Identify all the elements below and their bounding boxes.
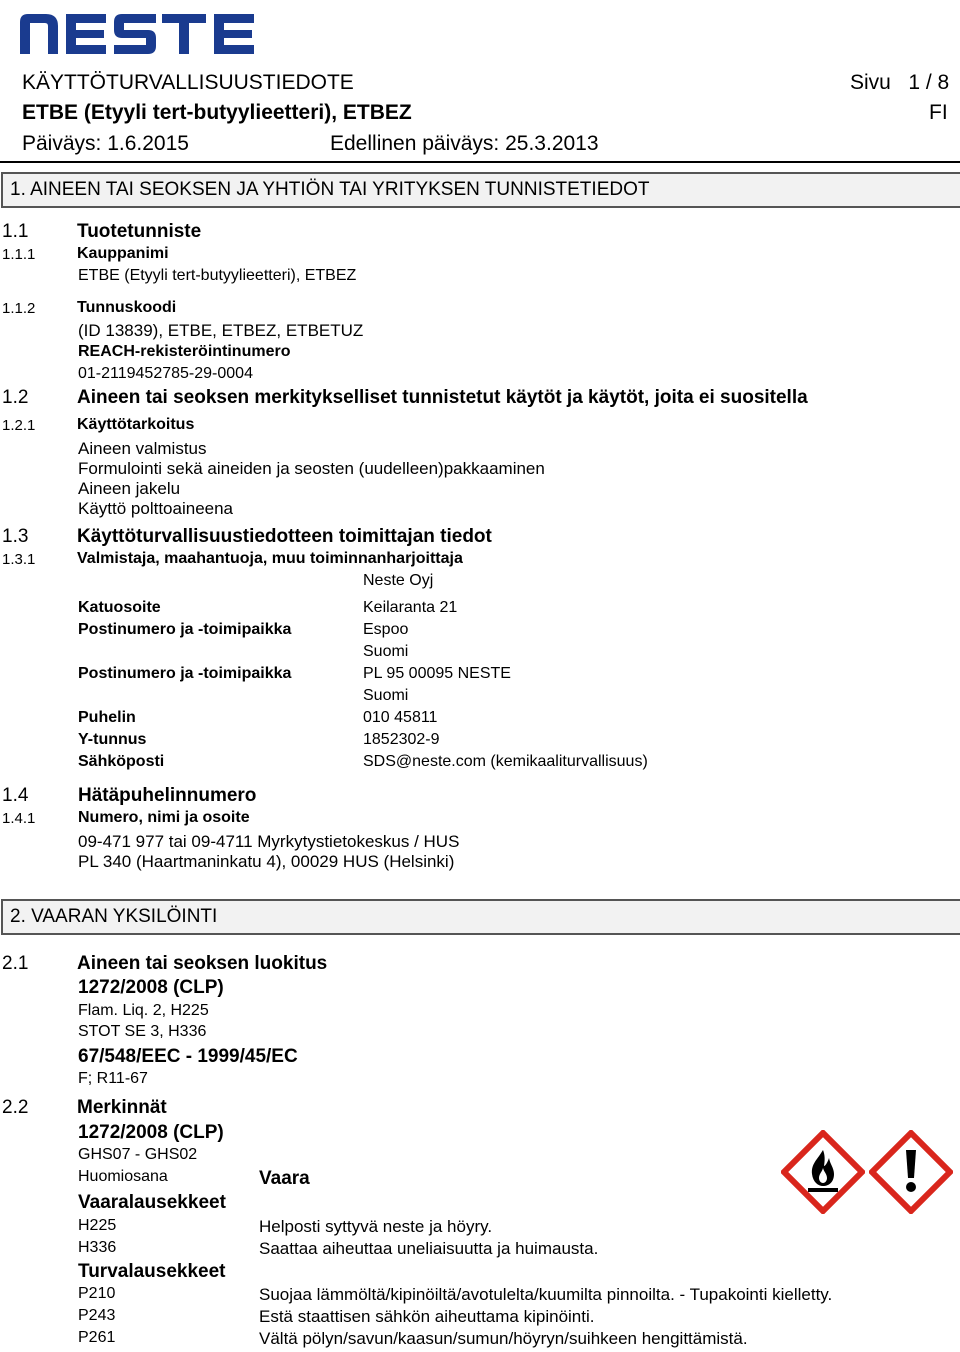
contact-value: 010 45811: [363, 709, 438, 726]
contact-label: Puhelin: [78, 709, 136, 726]
use-item: Aineen jakelu: [78, 479, 181, 498]
field-label: Käyttötarkoitus: [77, 416, 195, 433]
contact-label: Postinumero ja -toimipaikka: [78, 665, 292, 682]
use-item: Aineen valmistus: [78, 439, 207, 458]
field-label: Valmistaja, maahantuoja, muu toiminnanharjoittaja: [77, 550, 463, 567]
signal-word: Vaara: [259, 1168, 310, 1189]
hazard-text: Helposti syttyvä neste ja höyry.: [259, 1217, 493, 1236]
exclamation-icon: [869, 1130, 953, 1214]
contact-value: Espoo: [363, 621, 409, 638]
subsection-title: Merkinnät: [77, 1097, 167, 1118]
section-number: 1.3.1: [2, 551, 36, 568]
flame-icon: [781, 1130, 865, 1214]
trade-name-value: ETBE (Etyyli tert-butyylieetteri), ETBEZ: [78, 267, 357, 284]
classification-line: Flam. Liq. 2, H225: [78, 1002, 209, 1019]
document-type: KÄYTTÖTURVALLISUUSTIEDOTE: [22, 71, 354, 94]
product-name: ETBE (Etyyli tert-butyylieetteri), ETBEZ: [22, 101, 412, 124]
email-link[interactable]: SDS@neste.com (kemikaaliturvallisuus): [363, 753, 648, 770]
section-number: 1.3: [2, 526, 29, 547]
section-number: 2.2: [2, 1097, 29, 1118]
classification-line: STOT SE 3, H336: [78, 1023, 207, 1040]
precaution-code: P261: [78, 1329, 116, 1346]
signal-word-label: Huomiosana: [78, 1168, 168, 1185]
precautionary-statements-title: Turvalausekkeet: [78, 1261, 226, 1282]
section-number: 1.2: [2, 387, 29, 408]
reach-number-value: 01-2119452785-29-0004: [78, 365, 253, 382]
precaution-text: Estä staattisen sähkön aiheuttama kipinöinti.: [259, 1307, 595, 1326]
contact-value: Suomi: [363, 687, 409, 704]
section-number: 1.1.1: [2, 246, 36, 263]
contact-label: Sähköposti: [78, 753, 165, 770]
subsection-title: Aineen tai seoksen merkitykselliset tunnistetut käytöt ja käytöt, joita ei suositella: [77, 387, 808, 408]
use-item: Käyttö polttoaineena: [78, 499, 234, 518]
contact-value: Keilaranta 21: [363, 599, 458, 616]
precaution-text: Vältä pölyn/savun/kaasun/sumun/höyryn/suihkeen hengittämistä.: [259, 1329, 748, 1348]
contact-value: 1852302-9: [363, 731, 440, 748]
hazard-statements-title: Vaaralausekkeet: [78, 1192, 226, 1213]
section-number: 1.4: [2, 785, 29, 806]
section-number: 1.4.1: [2, 810, 36, 827]
issue-date: Päiväys: 1.6.2015: [22, 132, 189, 155]
contact-label: Y-tunnus: [78, 731, 147, 748]
section-number: 1.1: [2, 221, 29, 242]
classification-line: F; R11-67: [78, 1070, 148, 1087]
use-item: Formulointi sekä aineiden ja seosten (uudelleen)pakkaaminen: [78, 459, 545, 478]
previous-date: Edellinen päiväys: 25.3.2013: [330, 132, 599, 155]
field-label: Numero, nimi ja osoite: [78, 809, 250, 826]
precaution-text: Suojaa lämmöltä/kipinöiltä/avotulelta/kuumilta pinnoilta. - Tupakointi kielletty.: [259, 1285, 833, 1304]
subsection-title: Käyttöturvallisuustiedotteen toimittajan tiedot: [77, 526, 492, 547]
section-number: 1.1.2: [2, 300, 36, 317]
regulation-title: 67/548/EEC - 1999/45/EC: [78, 1046, 298, 1067]
neste-logo: [20, 14, 256, 54]
field-label: Tunnuskoodi: [77, 299, 177, 316]
regulation-title: 1272/2008 (CLP): [78, 1122, 224, 1143]
emergency-line: 09-471 977 tai 09-4711 Myrkytystietokeskus / HUS: [78, 832, 460, 851]
hazard-text: Saattaa aiheuttaa uneliaisuutta ja huimausta.: [259, 1239, 599, 1258]
page-number: Sivu 1 / 8: [850, 71, 950, 94]
hazard-code: H336: [78, 1239, 117, 1256]
subsection-title: Hätäpuhelinnumero: [78, 785, 257, 806]
emergency-line: PL 340 (Haartmaninkatu 4), 00029 HUS (Helsinki): [78, 852, 455, 871]
subsection-title: Tuotetunniste: [77, 221, 202, 242]
contact-label: Katuosoite: [78, 599, 161, 616]
section-1-title: 1. AINEEN TAI SEOKSEN JA YHTIÖN TAI YRITYKSEN TUNNISTETIEDOT: [1, 172, 960, 208]
precaution-code: P243: [78, 1307, 116, 1324]
field-label: Kauppanimi: [77, 245, 169, 262]
subsection-title: Aineen tai seoksen luokitus: [77, 953, 328, 974]
contact-label: Postinumero ja -toimipaikka: [78, 621, 292, 638]
ghs-codes: GHS07 - GHS02: [78, 1146, 198, 1163]
section-number: 1.2.1: [2, 417, 36, 434]
identification-code-value: (ID 13839), ETBE, ETBEZ, ETBETUZ: [78, 321, 364, 340]
header-divider: [0, 161, 960, 163]
language-code: FI: [929, 101, 948, 124]
regulation-title: 1272/2008 (CLP): [78, 977, 224, 998]
contact-value: PL 95 00095 NESTE: [363, 665, 511, 682]
precaution-code: P210: [78, 1285, 116, 1302]
field-label: REACH-rekisteröintinumero: [78, 343, 291, 360]
company-name: Neste Oyj: [363, 572, 434, 589]
contact-value: Suomi: [363, 643, 409, 660]
hazard-code: H225: [78, 1217, 117, 1234]
section-2-title: 2. VAARAN YKSILÖINTI: [1, 899, 960, 935]
section-number: 2.1: [2, 953, 29, 974]
